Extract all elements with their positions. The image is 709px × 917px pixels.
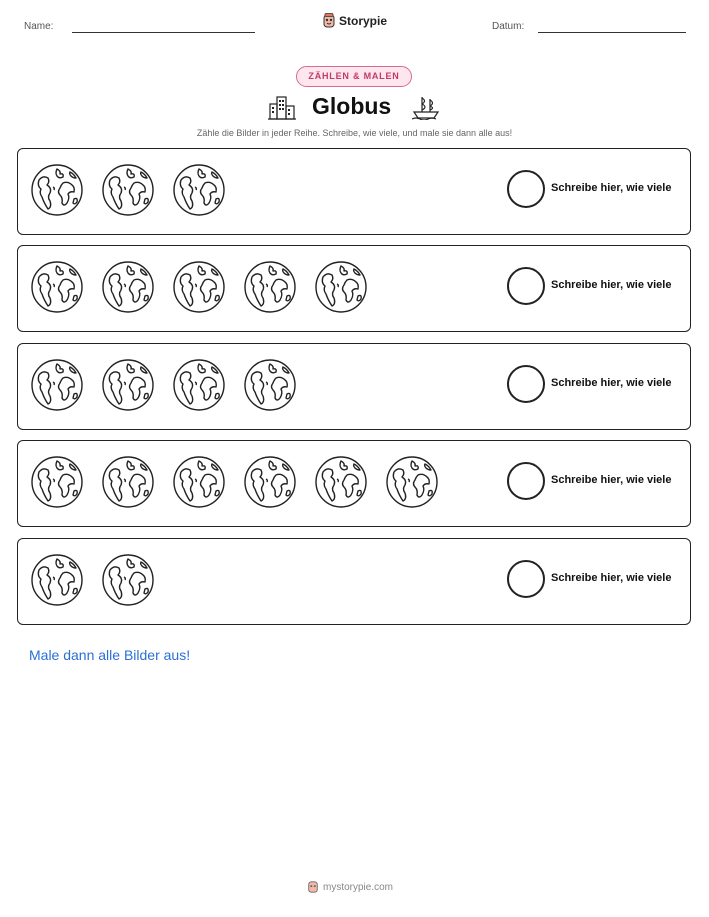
count-row [17, 245, 691, 332]
answer-circle[interactable] [507, 560, 545, 598]
answer-label: Schreibe hier, wie viele [551, 182, 672, 194]
globe-icon[interactable] [30, 553, 84, 607]
count-row [17, 148, 691, 235]
answer-circle[interactable] [507, 267, 545, 305]
globe-group [30, 553, 155, 607]
sailing-ship-icon [412, 94, 440, 120]
globe-icon[interactable] [243, 455, 297, 509]
date-label: Datum: [492, 21, 525, 32]
globe-icon[interactable] [30, 455, 84, 509]
count-row [17, 440, 691, 527]
globe-icon[interactable] [30, 163, 84, 217]
globe-icon[interactable] [314, 260, 368, 314]
answer-circle[interactable] [507, 170, 545, 208]
answer-label: Schreibe hier, wie viele [551, 474, 672, 486]
instruction-text: Zähle die Bilder in jeder Reihe. Schreibe, wie viele, und male sie dann alle aus! [196, 128, 513, 138]
globe-icon[interactable] [101, 358, 155, 412]
category-badge: ZÄHLEN & MALEN [296, 66, 412, 87]
globe-icon[interactable] [243, 260, 297, 314]
brand-logo [322, 13, 387, 29]
globe-icon[interactable] [101, 163, 155, 217]
count-row [17, 343, 691, 430]
name-write-line[interactable] [72, 32, 255, 33]
globe-icon[interactable] [172, 358, 226, 412]
name-label: Name: [24, 21, 54, 32]
globe-icon[interactable] [101, 455, 155, 509]
globe-icon[interactable] [101, 553, 155, 607]
answer-circle[interactable] [507, 365, 545, 403]
globe-icon[interactable] [172, 260, 226, 314]
globe-icon[interactable] [30, 260, 84, 314]
answer-label: Schreibe hier, wie viele [551, 279, 672, 291]
globe-icon[interactable] [243, 358, 297, 412]
globe-icon[interactable] [314, 455, 368, 509]
footer-url: mystorypie.com [323, 881, 394, 893]
globe-icon[interactable] [30, 358, 84, 412]
answer-circle[interactable] [507, 462, 545, 500]
answer-label: Schreibe hier, wie viele [551, 377, 672, 389]
globe-group [30, 260, 368, 314]
globe-icon[interactable] [172, 455, 226, 509]
globe-group [30, 455, 439, 509]
coloring-note: Male dann alle Bilder aus! [29, 647, 191, 663]
globe-icon[interactable] [385, 455, 439, 509]
storypie-mascot-icon [307, 880, 319, 894]
footer [307, 880, 393, 894]
answer-label: Schreibe hier, wie viele [551, 572, 672, 584]
date-write-line[interactable] [538, 32, 686, 33]
city-buildings-icon [268, 94, 296, 120]
globe-group [30, 358, 297, 412]
brand-name: Storypie [339, 14, 388, 28]
page-title: Globus [312, 93, 392, 119]
globe-group [30, 163, 226, 217]
globe-icon[interactable] [172, 163, 226, 217]
globe-icon[interactable] [101, 260, 155, 314]
count-row [17, 538, 691, 625]
storypie-mascot-icon [322, 13, 336, 29]
